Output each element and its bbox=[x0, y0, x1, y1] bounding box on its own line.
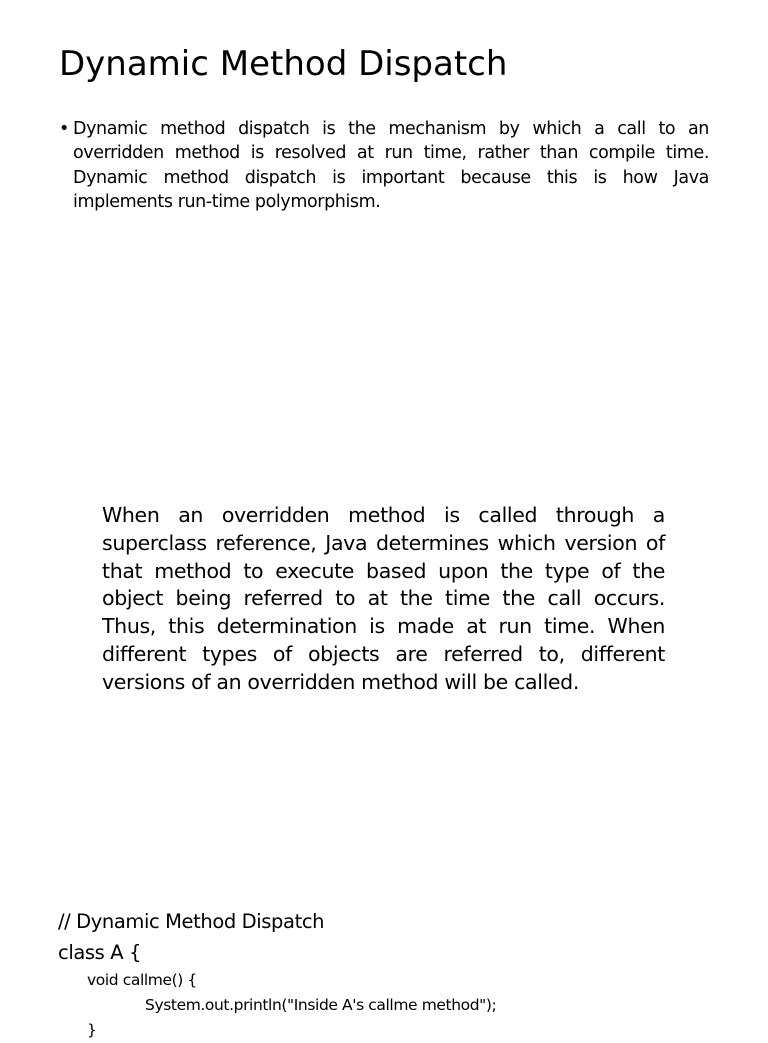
bullet-item bbox=[59, 117, 709, 214]
code-closing-brace: } bbox=[87, 1021, 97, 1039]
explanation-paragraph: When an overridden method is called through a superclass reference, Java determines which version of that method to execute based upon the type of the object being referred to at the time the call occurs. Thus, this determination is made at run time. When different types of objects are referred to, different versions of an overridden method will be called. bbox=[102, 503, 665, 694]
code-print-statement: System.out.println("Inside A's callme method"); bbox=[145, 996, 497, 1014]
code-class-declaration: class A { bbox=[58, 941, 141, 964]
code-sample bbox=[58, 906, 758, 1043]
bullet-text: Dynamic method dispatch is the mechanism by which a call to an overridden method is resolved at run time, rather than compile time. Dynamic method dispatch is important because this is how Java implements run-time polymorphism. bbox=[73, 119, 709, 212]
code-method-declaration: void callme() { bbox=[87, 971, 197, 989]
bullet-list bbox=[59, 117, 709, 214]
code-comment: // Dynamic Method Dispatch bbox=[58, 910, 325, 933]
bullet-marker: • bbox=[59, 119, 69, 139]
slide-title: Dynamic Method Dispatch bbox=[59, 44, 508, 84]
